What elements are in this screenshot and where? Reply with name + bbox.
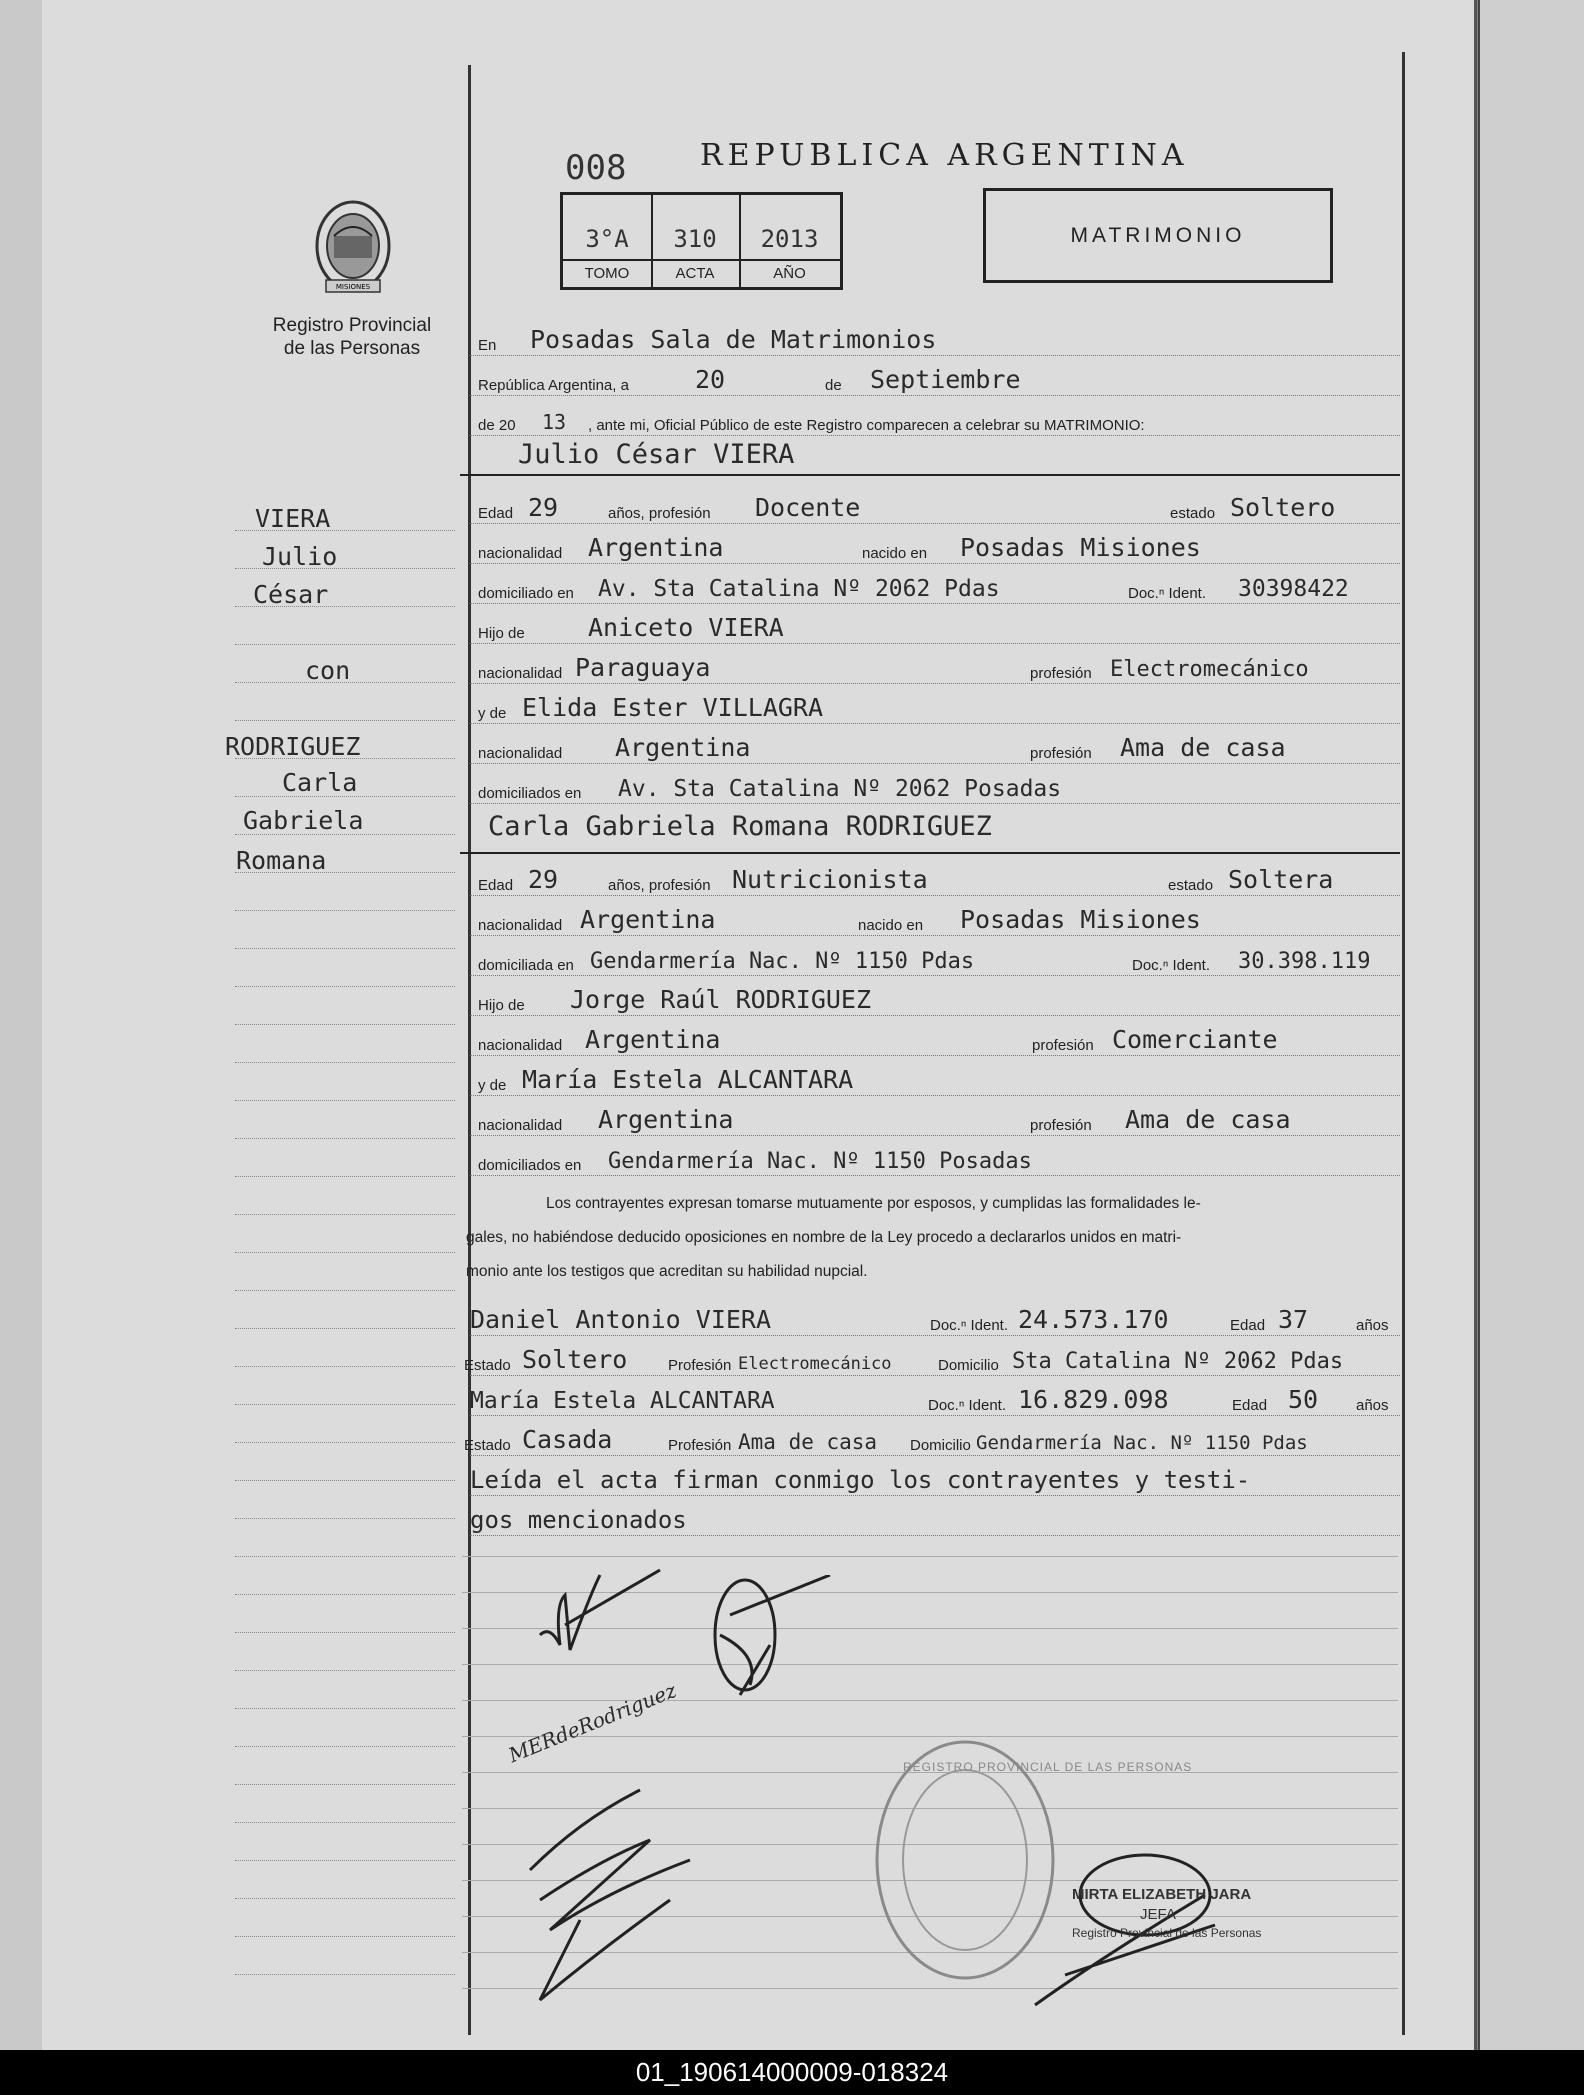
margin-given-2: César xyxy=(253,580,329,609)
bride-separator xyxy=(460,852,1400,854)
witness-2-row: María Estela ALCANTARA Doc.ⁿ Ident. 16.829.098 Edad 50 años xyxy=(470,1380,1400,1420)
groom-separator xyxy=(460,474,1400,476)
official-title: JEFA xyxy=(1140,1906,1176,1923)
svg-text:MISIONES: MISIONES xyxy=(335,283,371,291)
bride-age-row: Edad 29 años, profesión Nutricionista estado Soltera xyxy=(470,860,1400,900)
groom-father-nat-row: nacionalidad Paraguaya profesión Electromecánico xyxy=(470,648,1400,688)
margin-rule xyxy=(235,644,455,645)
record-type: MATRIMONIO xyxy=(983,188,1333,283)
witness-1-detail-row: Estado Soltero Profesión Electromecánico Domicilio Sta Catalina Nº 2062 Pdas xyxy=(470,1340,1400,1380)
book-binding xyxy=(0,0,44,2050)
margin-rule xyxy=(235,1974,455,1975)
groom-address-row: domiciliado en Av. Sta Catalina Nº 2062 Pdas Doc.ⁿ Ident. 30398422 xyxy=(470,568,1400,608)
margin-rule xyxy=(235,1556,455,1557)
stamp-text: REGISTRO PROVINCIAL DE LAS PERSONAS xyxy=(903,1760,1193,1774)
margin-rule xyxy=(235,910,455,911)
bride-name-row xyxy=(470,808,1400,848)
month: Septiembre xyxy=(870,365,1021,394)
official-name: MIRTA ELIZABETH JARA xyxy=(1072,1886,1252,1903)
witness-1-row: Daniel Antonio VIERA Doc.ⁿ Ident. 24.573.170 Edad 37 años xyxy=(470,1300,1400,1340)
margin-rule xyxy=(235,1898,455,1899)
bride-father-nat-row: nacionalidad Argentina profesión Comerciante xyxy=(470,1020,1400,1060)
adjacent-page xyxy=(1478,0,1584,2050)
margin-rule xyxy=(235,1670,455,1671)
margin-given-4: Gabriela xyxy=(243,806,364,835)
tomo-cell: 3°A TOMO xyxy=(563,195,653,287)
margin-rule xyxy=(235,1784,455,1785)
body-rule xyxy=(462,1556,1398,1557)
right-border xyxy=(1402,52,1405,2035)
margin-rule xyxy=(235,1518,455,1519)
groom-mother-nat-row: nacionalidad Argentina profesión Ama de casa xyxy=(470,728,1400,768)
margin-rule xyxy=(235,1328,455,1329)
groom-name-row xyxy=(470,436,1400,476)
bride-name: Carla Gabriela Romana RODRIGUEZ xyxy=(488,811,992,842)
margin-rule xyxy=(235,1632,455,1633)
official-signature xyxy=(1025,1835,1225,2015)
margin-rule xyxy=(235,1138,455,1139)
bride-father-row: Hijo de Jorge Raúl RODRIGUEZ xyxy=(470,980,1400,1020)
margin-surname: VIERA xyxy=(255,504,331,533)
margin-rule xyxy=(235,1100,455,1101)
margin-given-1: Julio xyxy=(262,542,338,571)
registry-name: Registro Provincial de las Personas xyxy=(272,315,432,359)
margin-rule xyxy=(235,1480,455,1481)
bride-address-row: domiciliada en Gendarmería Nac. Nº 1150 Pdas Doc.ⁿ Ident. 30.398.119 xyxy=(470,940,1400,980)
body-rule xyxy=(462,1700,1398,1701)
margin-given-5: Romana xyxy=(236,846,327,875)
margin-rule xyxy=(235,1936,455,1937)
day: 20 xyxy=(695,365,726,394)
footer-caption: 01_190614000009-018324 xyxy=(635,2057,949,2087)
margin-rule xyxy=(235,1746,455,1747)
acta-cell: 310 ACTA xyxy=(651,195,741,287)
groom-age-row: Edad 29 años, profesión Docente estado Soltero xyxy=(470,488,1400,528)
margin-rule xyxy=(235,1176,455,1177)
ano-cell: 2013 AÑO xyxy=(739,195,840,287)
margin-given-3: Carla xyxy=(282,768,358,797)
groom-nat-row: nacionalidad Argentina nacido en Posadas Misiones xyxy=(470,528,1400,568)
witness-signature xyxy=(520,1780,740,2010)
place: Posadas Sala de Matrimonios xyxy=(530,325,937,354)
margin-con: con xyxy=(305,656,351,685)
bride-mother-row: y de María Estela ALCANTARA xyxy=(470,1060,1400,1100)
country-title: REPUBLICA ARGENTINA xyxy=(700,138,1189,173)
margin-rule xyxy=(235,1708,455,1709)
witness-signature-name: MERdeRodriguez xyxy=(505,1678,680,1768)
margin-surname-2: RODRIGUEZ xyxy=(225,732,361,761)
row-date: República Argentina, a 20 de Septiembre xyxy=(470,360,1400,400)
year-suffix: 13 xyxy=(542,410,567,434)
bride-nat-row: nacionalidad Argentina nacido en Posadas Misiones xyxy=(470,900,1400,940)
record-table xyxy=(560,192,843,290)
margin-rule xyxy=(235,1594,455,1595)
groom-signature xyxy=(520,1565,670,1675)
provincial-seal xyxy=(312,196,394,300)
margin-rule xyxy=(235,1442,455,1443)
margin-rule xyxy=(235,1024,455,1025)
groom-mother-row: y de Elida Ester VILLAGRA xyxy=(470,688,1400,728)
margin-rule xyxy=(235,1366,455,1367)
closing-line-2: gos mencionados xyxy=(470,1500,1400,1540)
margin-rule xyxy=(235,1404,455,1405)
official-office: Registro Provincial de las Personas xyxy=(1072,1926,1262,1940)
margin-rule xyxy=(235,1860,455,1861)
row-place: En Posadas Sala de Matrimonios xyxy=(470,320,1400,360)
bride-parents-address-row: domiciliados en Gendarmería Nac. Nº 1150 Posadas xyxy=(470,1140,1400,1180)
groom-father-row: Hijo de Aniceto VIERA xyxy=(470,608,1400,648)
margin-rule xyxy=(235,948,455,949)
bride-mother-nat-row: nacionalidad Argentina profesión Ama de casa xyxy=(470,1100,1400,1140)
margin-rule xyxy=(235,1290,455,1291)
margin-rule xyxy=(235,1822,455,1823)
declaration-text: Los contrayentes expresan tomarse mutuamente por esposos, y cumplidas las formalidades le- gales, no habiéndose deducido oposiciones en nombre de la Ley procedo a declararlos unidos en matri- monio ante los testigos que acreditan su habilidad nupcial. xyxy=(466,1195,1201,1280)
margin-rule xyxy=(235,1252,455,1253)
margin-rule xyxy=(235,720,455,721)
margin-rule xyxy=(235,986,455,987)
margin-rule xyxy=(235,1214,455,1215)
acta-number: 008 xyxy=(565,148,627,188)
witness-2-detail-row: Estado Casada Profesión Ama de casa Domicilio Gendarmería Nac. Nº 1150 Pdas xyxy=(470,1420,1400,1460)
bride-signature xyxy=(700,1575,840,1715)
margin-rule xyxy=(235,1062,455,1063)
row-year: de 20 13 , ante mi, Oficial Público de este Registro comparecen a celebrar su MATRIMONIO: xyxy=(470,400,1400,440)
closing-line-1: Leída el acta firman conmigo los contrayentes y testi- xyxy=(470,1460,1400,1500)
groom-name: Julio César VIERA xyxy=(518,439,795,470)
groom-parents-address-row: domiciliados en Av. Sta Catalina Nº 2062 Posadas xyxy=(470,768,1400,808)
